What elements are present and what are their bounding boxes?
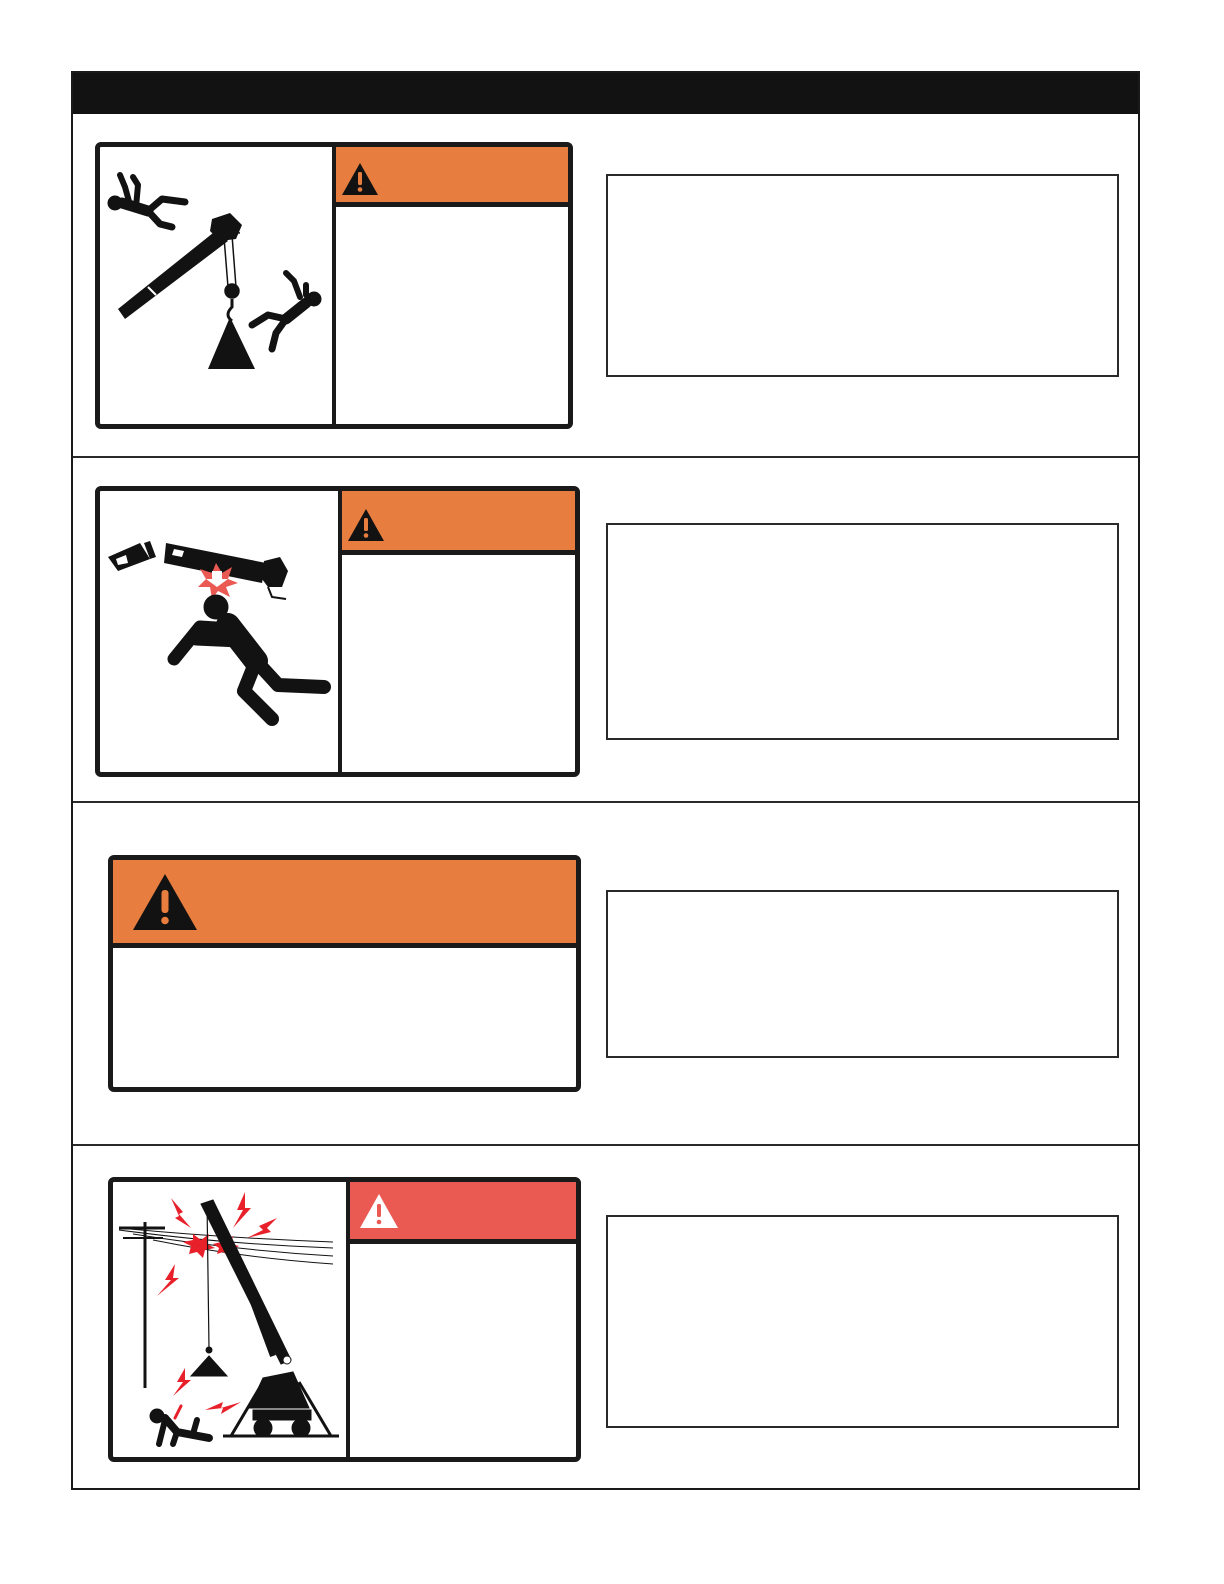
struck-person-icon (100, 491, 338, 775)
warning-triangle-icon (346, 507, 386, 543)
electrocuted-person-icon (150, 1406, 209, 1444)
decal-pictogram (100, 491, 342, 772)
warning-triangle-icon (358, 1192, 400, 1230)
safety-decal-4 (108, 1177, 581, 1462)
decal-message (336, 207, 568, 424)
power-line-icon (113, 1182, 345, 1460)
load-weight-icon (208, 317, 255, 369)
label-description-box (606, 890, 1119, 1058)
decal-pictogram (100, 147, 336, 424)
decal-pictogram (113, 1182, 350, 1457)
warning-triangle-icon (131, 872, 199, 932)
safety-decal-2 (95, 486, 580, 777)
panel-divider (73, 1144, 1138, 1146)
safety-decal-1 (95, 142, 573, 429)
decal-signal-header (350, 1182, 576, 1244)
label-description-box (606, 1215, 1119, 1428)
falling-person-icon (100, 147, 332, 427)
decal-signal-header (336, 147, 568, 207)
safety-labels-frame (71, 71, 1140, 1490)
warning-triangle-icon (340, 161, 380, 197)
crane-boom-icon (118, 213, 242, 319)
section-header-bar (73, 73, 1138, 114)
decal-message (350, 1244, 576, 1457)
safety-decal-3 (108, 855, 581, 1092)
panel-divider (73, 801, 1138, 803)
label-description-box (606, 174, 1119, 377)
panel-divider (73, 456, 1138, 458)
decal-message (342, 555, 575, 772)
label-description-box (606, 523, 1119, 740)
telescoping-boom-icon (108, 541, 288, 599)
decal-signal-header (113, 860, 576, 948)
decal-signal-header (342, 491, 575, 555)
decal-message (113, 948, 576, 1087)
